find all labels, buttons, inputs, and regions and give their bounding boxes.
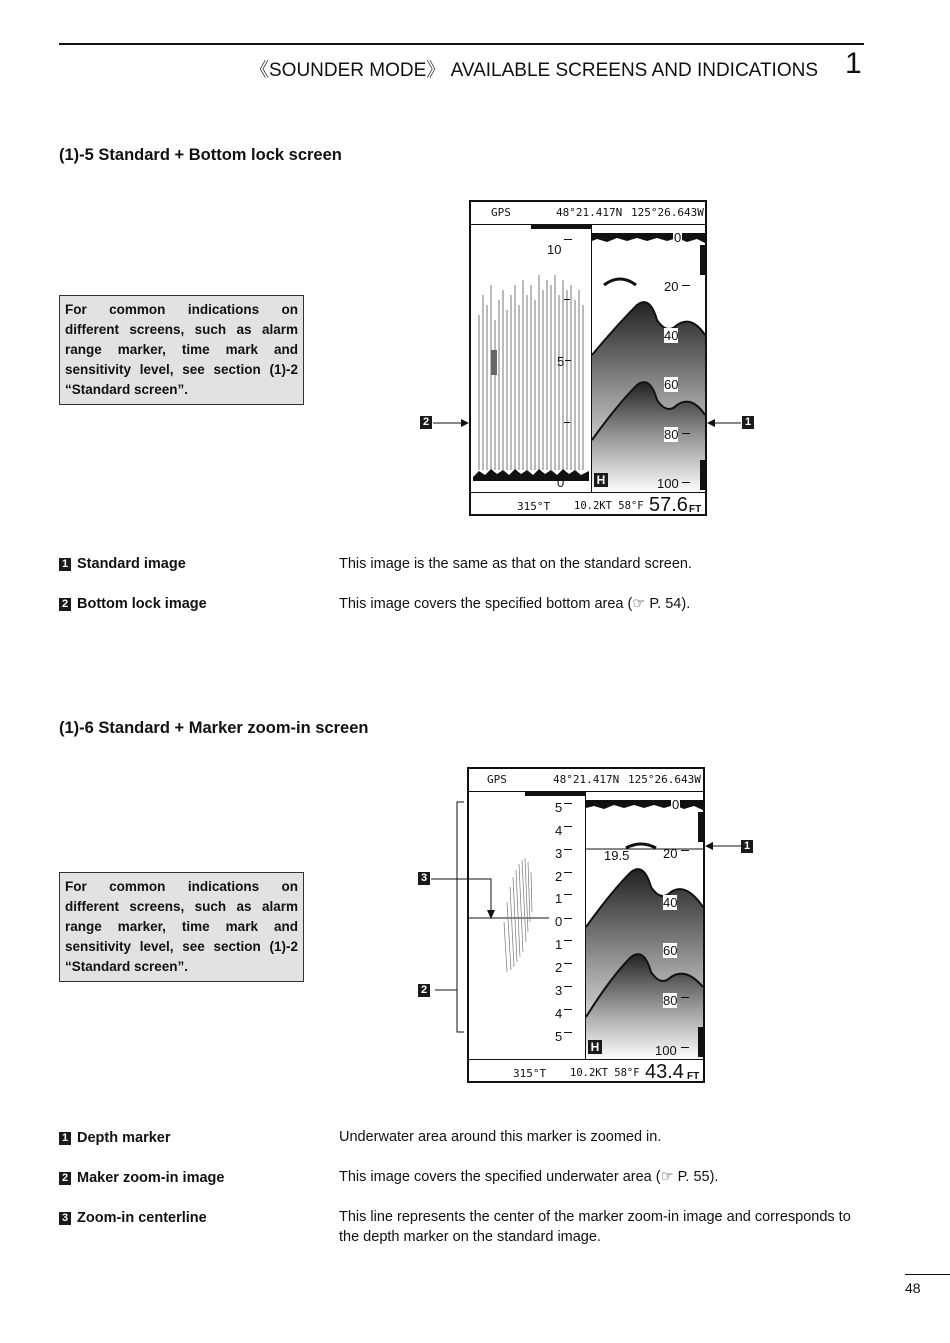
header-rule (59, 43, 864, 45)
item-desc: This image is the same as that on the standard screen. (339, 556, 693, 572)
item-depth-marker: 1 Depth marker (59, 1130, 170, 1146)
zoom-scale: 5 (555, 800, 563, 815)
latitude: 48°21.417N (556, 206, 623, 219)
heading: 315°T (517, 500, 551, 513)
item-badge: 1 (59, 1132, 71, 1145)
tick (682, 433, 690, 434)
item-zoom-in-image: 2 Maker zoom-in image (59, 1170, 224, 1186)
tick (564, 422, 570, 423)
item-desc: This image covers the specified underwater area (☞ P. 55). (339, 1169, 719, 1185)
tick (564, 299, 570, 300)
standard-image (592, 225, 705, 493)
item-standard-image: 1 Standard image (59, 556, 186, 572)
tick (682, 482, 690, 483)
section-title-1-5: (1)-5 Standard + Bottom lock screen (59, 146, 342, 164)
zoom-scale: 1 (555, 891, 563, 906)
item-bottom-lock-image: 2 Bottom lock image (59, 596, 207, 612)
tick (564, 894, 572, 895)
depth-value: 57.6 (649, 494, 688, 516)
item-desc: Underwater area around this marker is zoomed in. (339, 1129, 662, 1145)
right-scale-40: 40 (663, 895, 678, 910)
latitude: 48°21.417N (553, 773, 620, 786)
h-indicator: H (588, 1040, 602, 1054)
item-badge: 1 (59, 558, 71, 571)
right-scale-0: 0 (672, 797, 680, 812)
tick (681, 997, 689, 998)
bottom-divider (469, 1059, 703, 1060)
callout-1: 1 (741, 840, 753, 853)
section-title-1-6: (1)-6 Standard + Marker zoom-in screen (59, 719, 369, 737)
tick (564, 940, 572, 941)
zoom-scale: 4 (555, 1006, 563, 1021)
header-mode: 《SOUNDER MODE》 (250, 60, 446, 81)
sounder-screen-bottom-lock (469, 200, 707, 516)
zoom-scale: 4 (555, 823, 563, 838)
item-zoom-in-centerline: 3 Zoom-in centerline (59, 1210, 207, 1226)
bottom-lock-image (471, 225, 591, 491)
tick (681, 850, 689, 851)
longitude: 125°26.643W (631, 206, 704, 219)
standard-image (586, 792, 703, 1060)
right-scale-60: 60 (664, 377, 679, 392)
zoom-scale: 1 (555, 937, 563, 952)
tick (564, 918, 572, 919)
item-desc: This line represents the center of the marker zoom-in image and corresponds to the depth marker on the standard image. (339, 1209, 851, 1245)
tick (564, 849, 572, 850)
right-scale-0: 0 (674, 230, 682, 245)
tick (564, 986, 572, 987)
callout-arrow-2 (433, 417, 469, 429)
tick (681, 1047, 689, 1048)
left-scale-10: 10 (547, 242, 562, 257)
speed-temp: 10.2KT 58°F (570, 1067, 640, 1079)
speed-temp: 10.2KT 58°F (574, 500, 644, 512)
callout-arrow-3 (431, 873, 501, 921)
item-badge: 3 (59, 1212, 71, 1225)
zoom-scale: 0 (555, 914, 563, 929)
longitude: 125°26.643W (628, 773, 701, 786)
tick (564, 239, 572, 240)
tick (564, 826, 572, 827)
item-desc: This image covers the specified bottom area (☞ P. 54). (339, 596, 691, 612)
zoom-scale: 3 (555, 983, 563, 998)
right-scale-100: 100 (657, 476, 679, 491)
item-badge: 2 (59, 1172, 71, 1185)
gps-label: GPS (487, 773, 507, 786)
zoom-scale: 5 (555, 1029, 563, 1044)
depth-unit: FT (687, 1071, 700, 1082)
right-scale-40: 40 (664, 328, 679, 343)
page-number: 48 (905, 1280, 921, 1296)
left-scale-0: 0 (557, 475, 565, 490)
chapter-number: 1 (845, 47, 862, 80)
callout-1: 1 (742, 416, 754, 429)
bottom-divider (471, 492, 705, 493)
marker-depth-value: 19.5 (604, 848, 630, 863)
note-box-2: For common indications on different screens, such as alarm range marker, time mark and sensitivity level, see section (1)-2 “Standard screen”. (59, 872, 304, 982)
sounder-screen-marker-zoom (467, 767, 705, 1083)
footer-rule (905, 1274, 950, 1275)
tick (564, 963, 572, 964)
depth-unit: FT (689, 504, 702, 515)
right-scale-80: 80 (663, 993, 678, 1008)
item-badge: 2 (59, 598, 71, 611)
callout-arrow-1 (705, 840, 741, 852)
tick (564, 803, 572, 804)
tick (564, 872, 572, 873)
right-scale-20: 20 (664, 279, 679, 294)
callout-2: 2 (420, 416, 432, 429)
note-box-1: For common indications on different screens, such as alarm range marker, time mark and sensitivity level, see section (1)-2 “Standard screen”. (59, 295, 304, 405)
callout-arrow-1 (707, 417, 741, 429)
left-scale-5: 5 (557, 354, 565, 369)
zoom-scale: 3 (555, 846, 563, 861)
callout-3: 3 (418, 872, 430, 885)
callout-2: 2 (418, 984, 430, 997)
marker-zoom-image (469, 792, 585, 1058)
zoom-scale: 2 (555, 960, 563, 975)
depth-value: 43.4 (645, 1061, 684, 1083)
page-header (250, 55, 830, 82)
h-indicator: H (594, 473, 608, 487)
tick (565, 360, 571, 361)
heading: 315°T (513, 1067, 547, 1080)
tick (564, 1032, 572, 1033)
tick (682, 285, 690, 286)
right-scale-20: 20 (663, 846, 678, 861)
tick (564, 1009, 572, 1010)
gps-label: GPS (491, 206, 511, 219)
right-scale-100: 100 (655, 1043, 677, 1058)
right-scale-60: 60 (663, 943, 678, 958)
zoom-scale: 2 (555, 869, 563, 884)
right-scale-80: 80 (664, 427, 679, 442)
header-title: AVAILABLE SCREENS AND INDICATIONS (450, 60, 819, 81)
